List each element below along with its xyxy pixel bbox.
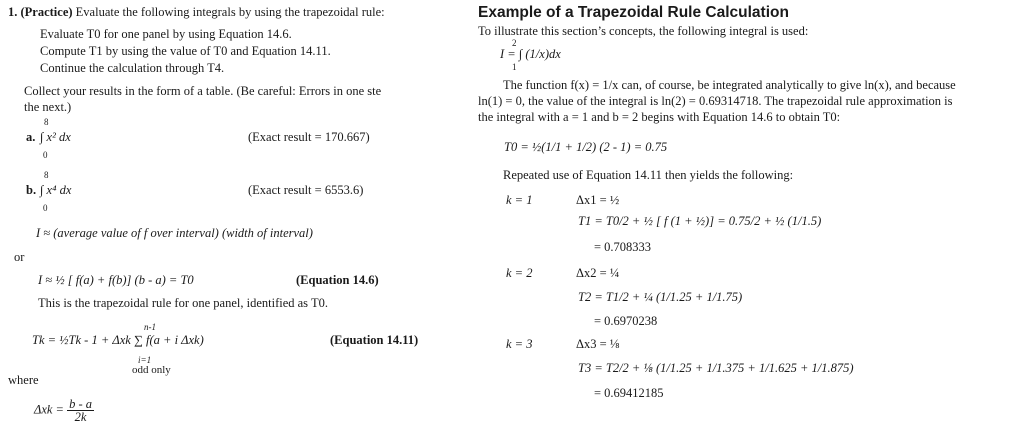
integral-lower-limit: 1 [512,62,517,72]
delta-x-definition [34,398,94,423]
part-b-exact: (Exact result = 6553.6) [248,183,364,197]
where-label: where [8,373,39,387]
equation-14-11-label: (Equation 14.11) [330,333,419,347]
part-b-upper-limit: 8 [44,170,49,180]
sum-lower-limit: i=1 [138,355,152,365]
k2-formula: T2 = T1/2 + ¼ (1/1.25 + 1/1.75) [578,290,743,304]
step-1: Evaluate T0 for one panel by using Equation 14.6. [40,27,292,41]
delta-x-numerator: b - a [69,397,93,411]
one-panel-line: This is the trapezoidal rule for one panel, identified as T0. [38,296,328,310]
k3-formula: T3 = T2/2 + ⅛ (1/1.25 + 1/1.375 + 1/1.625 + 1/1.875) [578,361,854,375]
sum-upper-limit: n-1 [144,322,156,332]
step-2: Compute T1 by using the value of T0 and Equation 14.11. [40,44,331,58]
or-label: or [14,250,25,264]
problem-label: 1. (Practice) [8,5,73,19]
step-3: Continue the calculation through T4. [40,61,225,75]
k2-delta: Δx2 = ¼ [576,266,620,280]
k1-delta: Δx1 = ½ [576,193,620,207]
part-a-label: a. [26,130,36,144]
k3-label: k = 3 [506,337,533,351]
paragraph-line-2: ln(1) = 0, the value of the integral is ln(2) = 0.69314718. The trapezoidal rule approximation is [478,94,953,108]
approx-line: I ≈ (average value of f over interval) (width of interval) [36,226,313,240]
part-b-integral: ∫ x⁴ dx [40,183,72,197]
part-a-lower-limit: 0 [43,150,48,160]
example-intro: To illustrate this section’s concepts, the following integral is used: [478,24,809,38]
collect-line-2: the next.) [24,100,72,114]
part-a-upper-limit: 8 [44,117,49,127]
collect-line-1: Collect your results in the form of a table. (Be careful: Errors in one ste [24,84,382,98]
t0-formula: T0 = ½(1/1 + 1/2) (2 - 1) = 0.75 [504,140,668,154]
paragraph-line-1: The function f(x) = 1/x can, of course, be integrated analytically to give ln(x), and because [503,78,956,92]
problem-intro: Evaluate the following integrals by using the trapezoidal rule: [75,5,385,19]
k1-formula: T1 = T0/2 + ½ [ f (1 + ½)] = 0.75/2 + ½ (1/1.5) [578,214,822,228]
integral-upper-limit: 2 [512,38,517,48]
part-a-exact: (Exact result = 170.667) [248,130,370,144]
equation-14-6-formula: I ≈ ½ [ f(a) + f(b)] (b - a) = T0 [38,273,194,287]
example-title: Example of a Trapezoidal Rule Calculation [478,4,789,21]
delta-x-fraction [67,398,94,423]
k1-label: k = 1 [506,193,533,207]
delta-x-denominator: 2k [74,410,87,424]
k1-result: = 0.708333 [594,240,652,254]
delta-x-lhs: Δxk = [34,402,64,417]
part-b-label: b. [26,183,37,197]
example-integral: I = ∫ (1/x)dx [500,47,561,61]
k2-label: k = 2 [506,266,533,280]
part-a-integral: ∫ x² dx [40,130,71,144]
sum-note: odd only [132,364,171,376]
part-b-lower-limit: 0 [43,203,48,213]
k3-result: = 0.69412185 [594,386,664,400]
equation-14-6-label: (Equation 14.6) [296,273,379,287]
k3-delta: Δx3 = ⅛ [576,337,620,351]
paragraph-line-3: the integral with a = 1 and b = 2 begins with Equation 14.6 to obtain T0: [478,110,841,124]
problem-heading [8,5,385,20]
repeated-line: Repeated use of Equation 14.11 then yields the following: [503,168,794,182]
k2-result: = 0.6970238 [594,314,658,328]
equation-14-11-formula: Tk = ½Tk - 1 + Δxk ∑ f(a + i Δxk) [32,333,204,347]
